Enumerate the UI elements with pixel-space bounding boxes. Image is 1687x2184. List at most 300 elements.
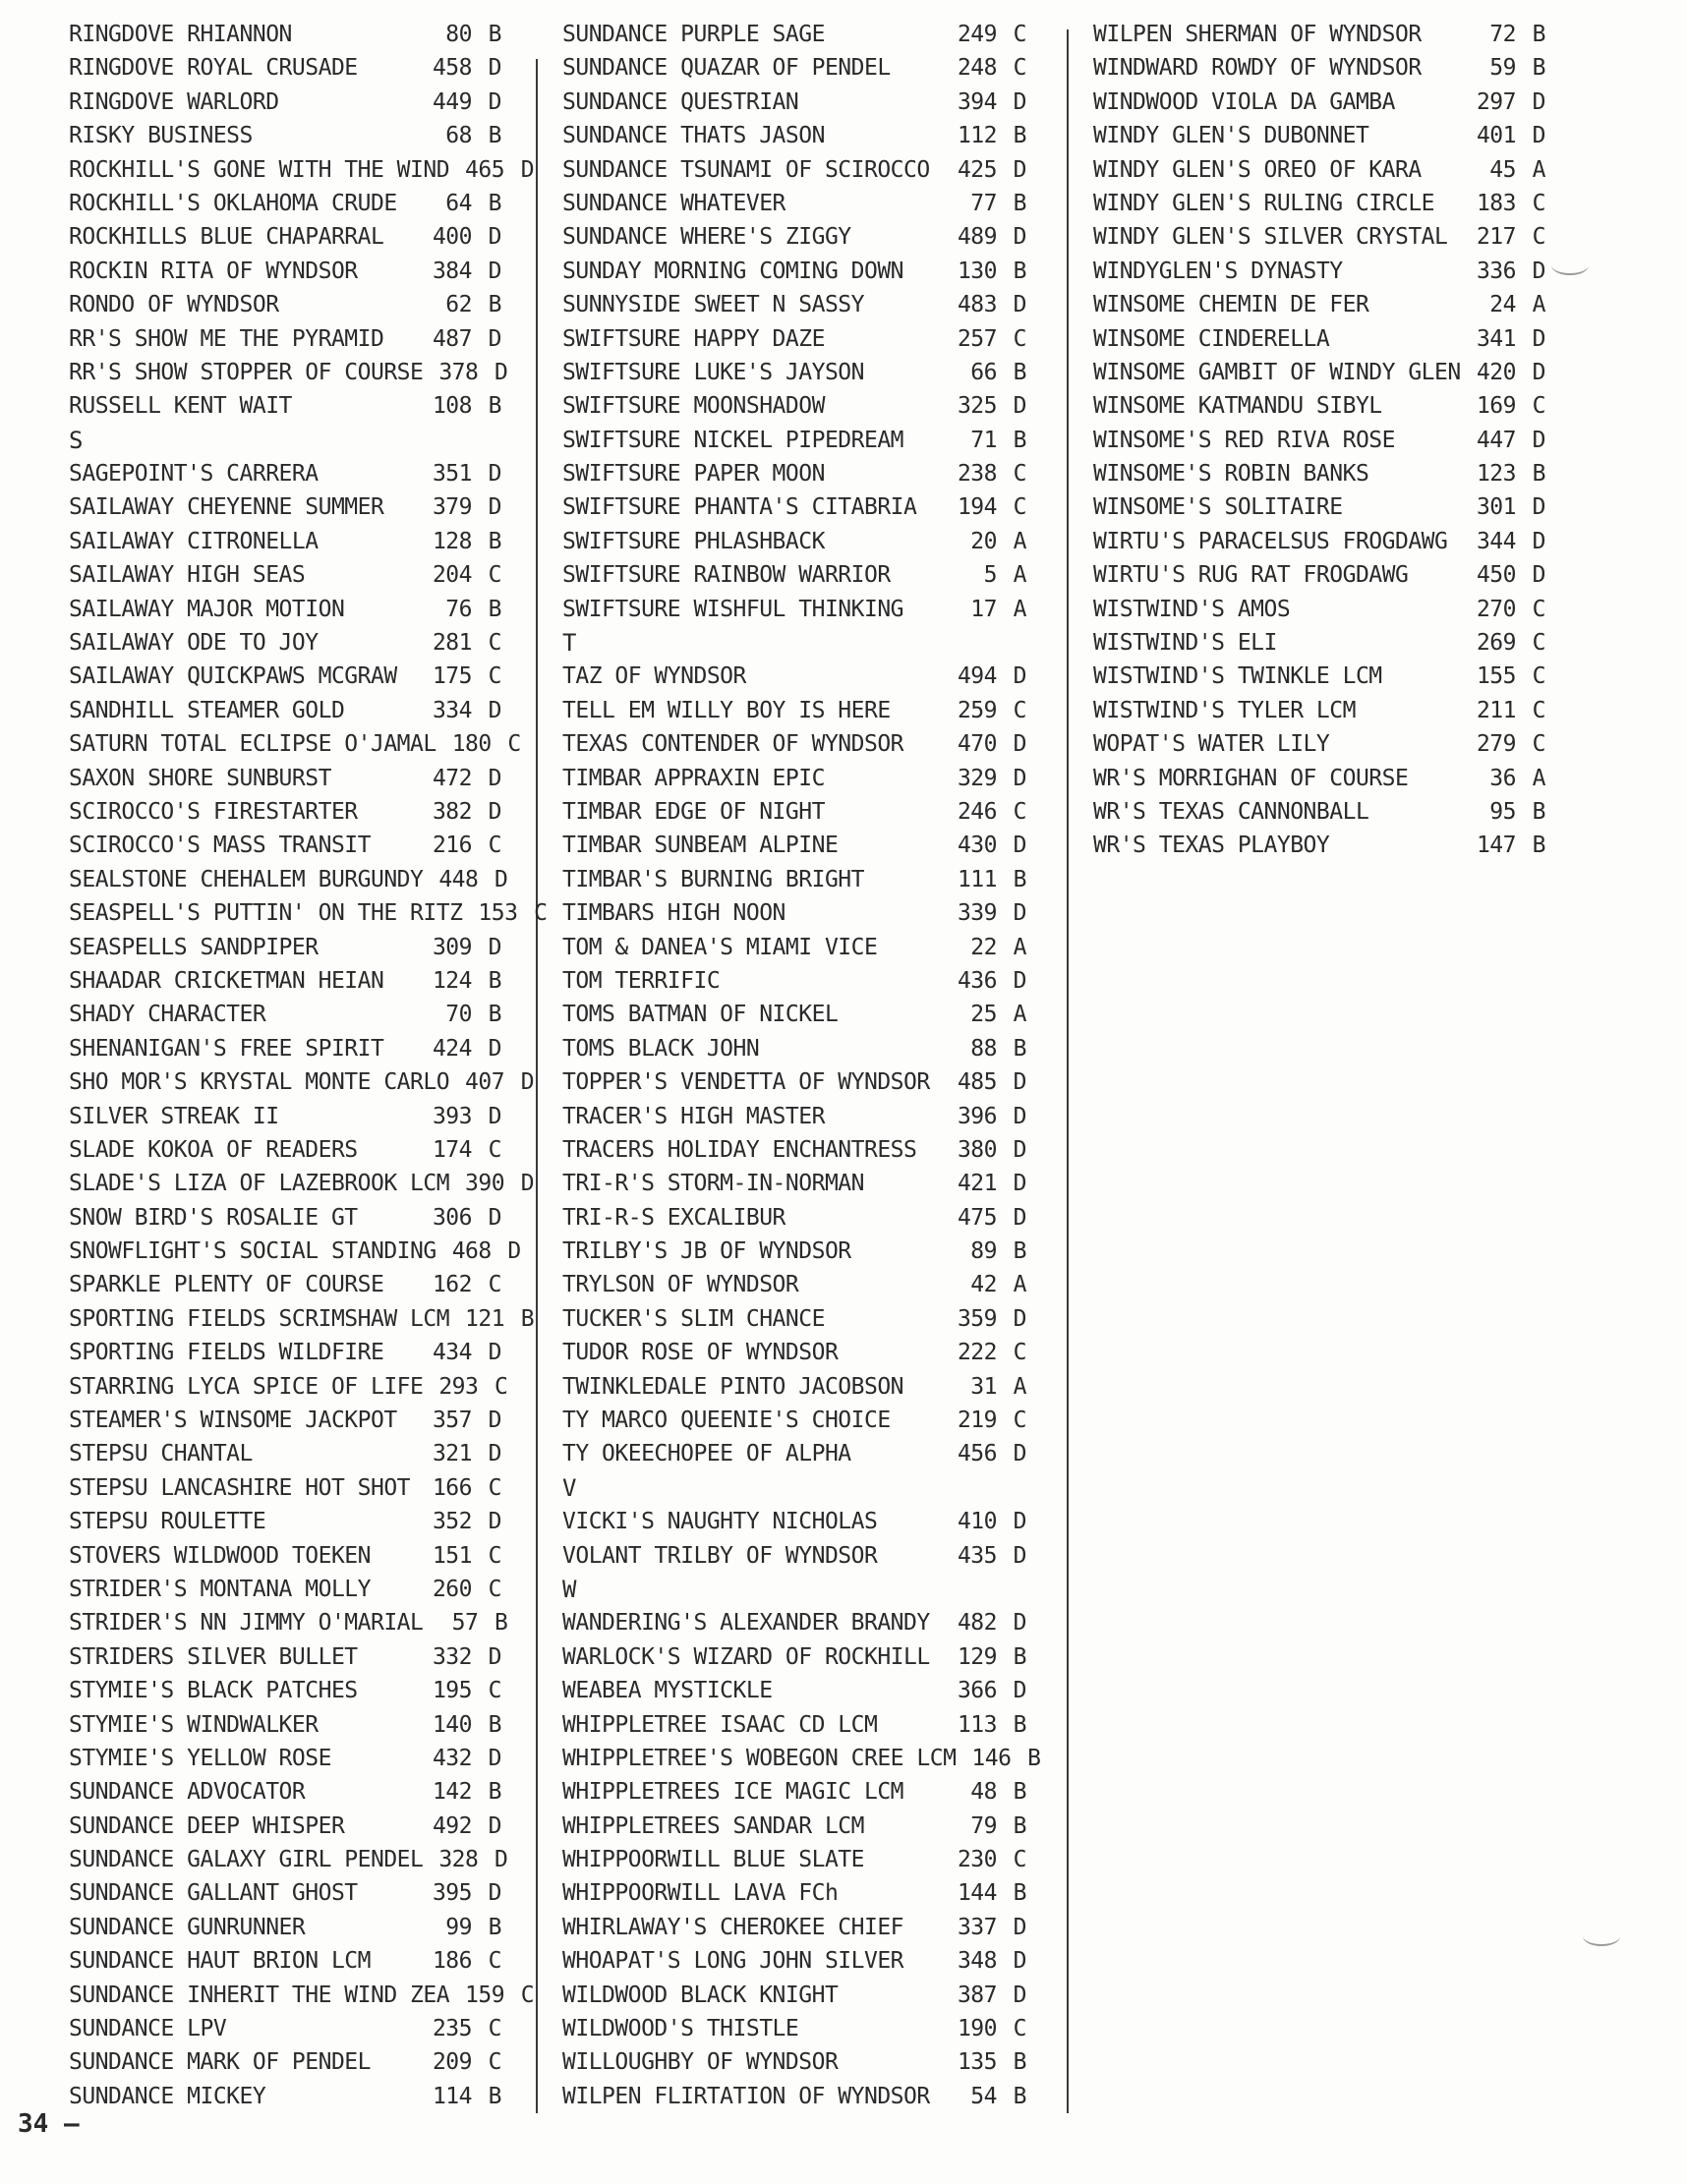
entry-name: WR'S TEXAS PLAYBOY — [1093, 833, 1330, 859]
list-item — [562, 964, 1026, 998]
list-item — [1093, 288, 1545, 321]
list-item — [69, 1944, 501, 1978]
entry-name: SEASPELLS SANDPIPER — [69, 934, 319, 960]
entry-grade: B — [1013, 1812, 1026, 1839]
entry-grade: D — [1013, 967, 1026, 994]
list-item — [69, 1471, 501, 1505]
entry-name: ROCKHILL'S GONE WITH THE WIND — [69, 156, 450, 183]
entry-number: 301 — [1476, 494, 1516, 521]
entry-number: 341 — [1476, 325, 1516, 352]
entry-name: RR'S SHOW STOPPER OF COURSE — [69, 359, 424, 385]
entry-number: 337 — [957, 1914, 997, 1940]
list-item — [69, 1404, 501, 1437]
list-item — [69, 389, 501, 423]
list-item — [562, 1876, 1026, 1910]
entry-name: TOMS BATMAN OF NICKEL — [562, 1002, 839, 1028]
list-item — [562, 322, 1026, 356]
entry-number: 113 — [957, 1711, 997, 1738]
entry-number: 217 — [1476, 224, 1516, 251]
entry-name: WINSOME GAMBIT OF WINDY GLEN — [1093, 359, 1461, 385]
entry-grade: A — [1532, 292, 1545, 318]
entry-name: SWIFTSURE PHLASHBACK — [562, 528, 825, 554]
entry-grade: C — [1013, 798, 1026, 825]
entry-grade: B — [520, 1305, 535, 1332]
list-item — [562, 389, 1026, 423]
entry-grade: D — [488, 88, 501, 115]
entry-grade: C — [1532, 393, 1545, 420]
entry-grade: D — [488, 1340, 501, 1366]
entry-grade: D — [1013, 1948, 1026, 1975]
list-item — [562, 1674, 1026, 1707]
list-item — [69, 1606, 508, 1639]
list-item — [69, 1235, 521, 1268]
list-item — [69, 153, 535, 187]
list-item — [69, 1268, 501, 1301]
entry-number: 394 — [957, 88, 997, 115]
entry-number: 249 — [957, 22, 997, 47]
entry-name: RINGDOVE WARLORD — [69, 88, 279, 115]
entry-name: ROCKHILLS BLUE CHAPARRAL — [69, 224, 384, 251]
entry-number: 395 — [432, 1880, 472, 1907]
entry-grade: D — [1013, 393, 1026, 420]
entry-grade: B — [1532, 22, 1545, 47]
entry-grade: A — [1013, 528, 1026, 554]
entry-grade: D — [488, 697, 501, 723]
entry-number: 144 — [957, 1880, 997, 1907]
entry-number: 79 — [970, 1812, 997, 1839]
entry-grade: A — [1013, 1272, 1026, 1298]
list-item — [69, 2012, 501, 2045]
entry-name: SUNDANCE TSUNAMI OF SCIROCCO — [562, 156, 930, 183]
entry-number: 458 — [432, 55, 472, 82]
entry-name: WINDY GLEN'S SILVER CRYSTAL — [1093, 224, 1448, 251]
entry-name: ROCKIN RITA OF WYNDSOR — [69, 258, 358, 284]
list-item — [1093, 220, 1545, 254]
entry-grade: C — [1013, 55, 1026, 82]
entry-number: 482 — [957, 1610, 997, 1637]
entry-name: RONDO OF WYNDSOR — [69, 292, 279, 318]
entry-number: 59 — [1489, 55, 1516, 82]
entry-number: 112 — [957, 123, 997, 149]
entry-number: 352 — [432, 1509, 472, 1535]
entry-name: RR'S SHOW ME THE PYRAMID — [69, 325, 384, 352]
entry-grade: D — [1013, 1305, 1026, 1332]
entry-number: 22 — [970, 934, 997, 960]
entry-name: SPORTING FIELDS SCRIMSHAW LCM — [69, 1305, 450, 1332]
section-letter-header: T — [562, 629, 576, 658]
entry-number: 209 — [432, 2049, 472, 2076]
entry-grade: B — [1013, 190, 1026, 216]
entry-number: 468 — [451, 1238, 492, 1265]
entry-number: 155 — [1476, 663, 1516, 690]
entry-grade: B — [488, 1914, 501, 1940]
entry-name: STEAMER'S WINSOME JACKPOT — [69, 1408, 397, 1434]
entry-number: 121 — [465, 1305, 505, 1332]
list-item — [69, 1742, 501, 1775]
entry-number: 204 — [432, 562, 472, 589]
list-item — [562, 457, 1026, 490]
list-item — [1093, 187, 1545, 220]
list-item — [562, 490, 1026, 524]
entry-number: 279 — [1476, 731, 1516, 758]
entry-number: 424 — [432, 1035, 472, 1062]
entry-number: 306 — [432, 1204, 472, 1231]
entry-number: 166 — [432, 1474, 472, 1501]
list-item — [69, 762, 501, 795]
page-number: 34 – — [18, 2109, 80, 2139]
listing-column-1 — [69, 18, 548, 2113]
list-item — [69, 998, 501, 1031]
list-item — [562, 1336, 1026, 1369]
list-item — [562, 896, 1026, 930]
entry-grade: B — [488, 393, 501, 420]
entry-name: SUNDANCE MARK OF PENDEL — [69, 2049, 371, 2076]
list-item — [69, 1708, 501, 1742]
entry-grade: D — [520, 1171, 535, 1197]
entry-name: WILLOUGHBY OF WYNDSOR — [562, 2049, 839, 2076]
entry-name: SUNDAY MORNING COMING DOWN — [562, 258, 904, 284]
entry-grade: A — [1532, 156, 1545, 183]
entry-number: 169 — [1476, 393, 1516, 420]
entry-number: 487 — [432, 325, 472, 352]
entry-number: 393 — [432, 1103, 472, 1129]
entry-number: 135 — [957, 2049, 997, 2076]
entry-grade: D — [488, 798, 501, 825]
entry-grade: C — [488, 663, 501, 690]
entry-number: 151 — [432, 1542, 472, 1569]
entry-grade: C — [1532, 731, 1545, 758]
entry-grade: B — [1013, 258, 1026, 284]
entry-name: WINDWOOD VIOLA DA GAMBA — [1093, 88, 1395, 115]
entry-number: 146 — [971, 1745, 1012, 1771]
entry-grade: C — [494, 1373, 508, 1400]
entry-grade: B — [488, 2083, 501, 2109]
entry-grade: B — [488, 1779, 501, 1806]
entry-grade: B — [1532, 798, 1545, 825]
list-item — [1093, 424, 1545, 457]
entry-name: SWIFTSURE NICKEL PIPEDREAM — [562, 427, 904, 453]
entry-grade: B — [1013, 1035, 1026, 1062]
list-item — [562, 220, 1026, 254]
entry-grade: D — [520, 156, 535, 183]
entry-grade: C — [1013, 22, 1026, 47]
entry-number: 450 — [1476, 562, 1516, 589]
entry-grade: D — [1013, 663, 1026, 690]
entry-number: 297 — [1476, 88, 1516, 115]
entry-grade: B — [1013, 1643, 1026, 1670]
entry-number: 80 — [445, 22, 472, 47]
entry-grade: C — [488, 1576, 501, 1602]
entry-grade: C — [1532, 224, 1545, 251]
entry-number: 124 — [432, 967, 472, 994]
list-item — [562, 86, 1026, 119]
list-item — [69, 1640, 501, 1674]
entry-grade: D — [488, 325, 501, 352]
list-item — [562, 1640, 1026, 1674]
list-item — [562, 1201, 1026, 1235]
entry-number: 72 — [1489, 22, 1516, 47]
list-item — [69, 1336, 501, 1369]
list-item — [69, 1843, 508, 1876]
listing-column-2 — [562, 18, 1041, 2113]
entry-name: RISKY BUSINESS — [69, 123, 253, 149]
entry-grade: B — [1013, 866, 1026, 892]
entry-name: SUNDANCE MICKEY — [69, 2083, 266, 2109]
list-item — [69, 694, 501, 727]
entry-name: WISTWIND'S ELI — [1093, 630, 1277, 657]
entry-name: WINSOME'S SOLITAIRE — [1093, 494, 1343, 521]
list-item — [69, 964, 501, 998]
entry-grade: D — [1013, 1610, 1026, 1637]
entry-name: WILDWOOD'S THISTLE — [562, 2016, 799, 2042]
entry-number: 465 — [465, 156, 505, 183]
entry-name: STRIDER'S MONTANA MOLLY — [69, 1576, 371, 1602]
entry-name: SAILAWAY CHEYENNE SUMMER — [69, 494, 384, 521]
entry-number: 66 — [970, 359, 997, 385]
entry-number: 339 — [957, 900, 997, 927]
list-item — [562, 2012, 1026, 2045]
entry-name: TOMS BLACK JOHN — [562, 1035, 760, 1062]
list-item — [69, 1505, 501, 1538]
entry-grade: C — [520, 1982, 535, 2008]
list-item — [1093, 457, 1545, 490]
entry-name: TRILBY'S JB OF WYNDSOR — [562, 1238, 851, 1265]
entry-name: WOPAT'S WATER LILY — [1093, 731, 1330, 758]
list-item — [69, 558, 501, 592]
entry-grade: D — [488, 1812, 501, 1839]
list-item — [562, 727, 1026, 761]
entry-name: WINDY GLEN'S OREO OF KARA — [1093, 156, 1422, 183]
list-item — [69, 1133, 501, 1167]
list-item — [69, 187, 501, 220]
entry-name: SAILAWAY HIGH SEAS — [69, 562, 306, 589]
list-item — [69, 1370, 508, 1404]
entry-name: VOLANT TRILBY OF WYNDSOR — [562, 1542, 878, 1569]
entry-number: 62 — [445, 292, 472, 318]
entry-grade: D — [488, 1103, 501, 1129]
entry-name: VICKI'S NAUGHTY NICHOLAS — [562, 1509, 878, 1535]
entry-grade: A — [1013, 596, 1026, 622]
entry-name: TUDOR ROSE OF WYNDSOR — [562, 1340, 839, 1366]
entry-name: SUNDANCE GALLANT GHOST — [69, 1880, 358, 1907]
entry-name: TRI-R-S EXCALIBUR — [562, 1204, 785, 1231]
list-item — [562, 829, 1026, 862]
entry-number: 485 — [957, 1069, 997, 1096]
entry-name: WILPEN SHERMAN OF WYNDSOR — [1093, 22, 1422, 47]
entry-grade: C — [1013, 1408, 1026, 1434]
entry-grade: D — [1532, 528, 1545, 554]
list-item — [69, 51, 501, 85]
entry-grade: A — [1013, 1002, 1026, 1028]
entry-number: 387 — [957, 1982, 997, 2008]
entry-number: 410 — [957, 1509, 997, 1535]
list-item — [69, 931, 501, 964]
list-item — [1093, 356, 1545, 389]
entry-grade: C — [488, 1474, 501, 1501]
entry-name: WIRTU'S RUG RAT FROGDAWG — [1093, 562, 1409, 589]
list-item — [1093, 762, 1545, 795]
entry-number: 379 — [432, 494, 472, 521]
entry-name: SHAADAR CRICKETMAN HEIAN — [69, 967, 384, 994]
entry-number: 54 — [970, 2083, 997, 2109]
entry-grade: D — [1013, 292, 1026, 318]
entry-name: WINDYGLEN'S DYNASTY — [1093, 258, 1343, 284]
entry-grade: D — [1013, 765, 1026, 791]
entry-grade: B — [488, 190, 501, 216]
entry-grade: D — [494, 359, 508, 385]
entry-name: WILDWOOD BLACK KNIGHT — [562, 1982, 839, 2008]
entry-number: 492 — [432, 1812, 472, 1839]
entry-grade: B — [488, 292, 501, 318]
list-item — [562, 1708, 1026, 1742]
entry-name: SAILAWAY MAJOR MOTION — [69, 596, 345, 622]
list-item — [562, 18, 1026, 51]
list-item — [562, 1268, 1026, 1301]
entry-grade: D — [488, 224, 501, 251]
entry-name: RINGDOVE RHIANNON — [69, 22, 292, 47]
list-item — [1093, 525, 1545, 558]
entry-name: SUNDANCE QUAZAR OF PENDEL — [562, 55, 891, 82]
list-item — [562, 255, 1026, 288]
list-item — [69, 1032, 501, 1065]
list-item — [562, 593, 1026, 626]
entry-name: SUNDANCE GALAXY GIRL PENDEL — [69, 1847, 424, 1873]
entry-grade: B — [1027, 1745, 1041, 1771]
entry-name: WINSOME CINDERELLA — [1093, 325, 1330, 352]
entry-number: 494 — [957, 663, 997, 690]
list-item — [69, 490, 501, 524]
entry-grade: D — [494, 1847, 508, 1873]
entry-name: TRI-R'S STORM-IN-NORMAN — [562, 1171, 864, 1197]
entry-name: SUNDANCE HAUT BRION LCM — [69, 1948, 371, 1975]
entry-grade: B — [488, 1711, 501, 1738]
entry-name: WINDY GLEN'S DUBONNET — [1093, 123, 1369, 149]
list-item — [69, 18, 501, 51]
entry-number: 448 — [438, 866, 479, 892]
entry-number: 396 — [957, 1103, 997, 1129]
list-item — [69, 525, 501, 558]
entry-grade: D — [488, 1509, 501, 1535]
entry-name: TWINKLEDALE PINTO JACOBSON — [562, 1373, 904, 1400]
list-item — [562, 153, 1026, 187]
entry-number: 382 — [432, 798, 472, 825]
entry-number: 153 — [478, 900, 518, 927]
entry-number: 348 — [957, 1948, 997, 1975]
section-letter-header: W — [562, 1575, 576, 1603]
entry-number: 246 — [957, 798, 997, 825]
list-item — [562, 1437, 1026, 1470]
entry-number: 180 — [451, 731, 492, 758]
entry-grade: D — [1013, 224, 1026, 251]
entry-grade: C — [507, 731, 521, 758]
entry-grade: D — [1532, 258, 1545, 284]
entry-name: WR'S MORRIGHAN OF COURSE — [1093, 765, 1409, 791]
entry-name: TY MARCO QUEENIE'S CHOICE — [562, 1408, 891, 1434]
list-item — [562, 1100, 1026, 1133]
entry-name: STARRING LYCA SPICE OF LIFE — [69, 1373, 424, 1400]
entry-name: WEABEA MYSTICKLE — [562, 1678, 773, 1704]
entry-name: SPARKLE PLENTY OF COURSE — [69, 1272, 384, 1298]
entry-number: 123 — [1476, 461, 1516, 488]
listing-column-3 — [1093, 18, 1545, 863]
entry-number: 449 — [432, 88, 472, 115]
binder-hole-mark — [1551, 256, 1589, 275]
entry-number: 332 — [432, 1643, 472, 1670]
entry-name: SAILAWAY QUICKPAWS MCGRAW — [69, 663, 397, 690]
entry-name: SLADE KOKOA OF READERS — [69, 1136, 358, 1163]
list-item — [69, 1674, 501, 1707]
entry-name: WHOAPAT'S LONG JOHN SILVER — [562, 1948, 904, 1975]
entry-number: 430 — [957, 833, 997, 859]
entry-number: 366 — [957, 1678, 997, 1704]
list-item — [69, 220, 501, 254]
list-item — [562, 187, 1026, 220]
entry-grade: C — [488, 630, 501, 657]
entry-grade: C — [1013, 461, 1026, 488]
entry-name: STEPSU LANCASHIRE HOT SHOT — [69, 1474, 411, 1501]
list-item — [1093, 593, 1545, 626]
entry-grade: B — [1013, 359, 1026, 385]
entry-number: 359 — [957, 1305, 997, 1332]
entry-name: TRACER'S HIGH MASTER — [562, 1103, 825, 1129]
entry-grade: D — [1013, 156, 1026, 183]
entry-number: 334 — [432, 697, 472, 723]
entry-grade: D — [1532, 88, 1545, 115]
list-item — [562, 2045, 1026, 2079]
entry-name: TOM & DANEA'S MIAMI VICE — [562, 934, 878, 960]
list-item — [562, 1505, 1026, 1538]
entry-name: TUCKER'S SLIM CHANCE — [562, 1305, 825, 1332]
entry-name: WHIPPLETREE ISAAC CD LCM — [562, 1711, 878, 1738]
list-item — [1093, 490, 1545, 524]
entry-grade: D — [488, 55, 501, 82]
entry-number: 456 — [957, 1441, 997, 1467]
entry-grade: D — [488, 1880, 501, 1907]
entry-grade: D — [1013, 88, 1026, 115]
list-item — [1093, 558, 1545, 592]
entry-number: 31 — [970, 1373, 997, 1400]
list-item — [562, 1167, 1026, 1200]
entry-name: SEASPELL'S PUTTIN' ON THE RITZ — [69, 900, 463, 927]
entry-grade: C — [534, 900, 548, 927]
list-item — [562, 558, 1026, 592]
entry-name: TIMBAR EDGE OF NIGHT — [562, 798, 825, 825]
entry-name: SPORTING FIELDS WILDFIRE — [69, 1340, 384, 1366]
entry-grade: D — [1532, 427, 1545, 453]
entry-grade: C — [1532, 596, 1545, 622]
entry-name: ROCKHILL'S OKLAHOMA CRUDE — [69, 190, 397, 216]
entry-number: 130 — [957, 258, 997, 284]
list-item — [69, 829, 501, 862]
entry-number: 472 — [432, 765, 472, 791]
list-item — [1093, 18, 1545, 51]
entry-number: 344 — [1476, 528, 1516, 554]
entry-number: 5 — [983, 562, 997, 589]
list-item — [69, 1911, 501, 1944]
entry-name: SAILAWAY ODE TO JOY — [69, 630, 319, 657]
entry-grade: D — [1013, 900, 1026, 927]
entry-number: 89 — [970, 1238, 997, 1265]
entry-number: 70 — [445, 1002, 472, 1028]
entry-grade: B — [1013, 1238, 1026, 1265]
entry-number: 68 — [445, 123, 472, 149]
entry-number: 421 — [957, 1171, 997, 1197]
entry-grade: D — [1013, 1171, 1026, 1197]
entry-name: SNOWFLIGHT'S SOCIAL STANDING — [69, 1238, 436, 1265]
entry-name: SWIFTSURE PAPER MOON — [562, 461, 825, 488]
entry-name: WISTWIND'S TWINKLE LCM — [1093, 663, 1382, 690]
entry-grade: A — [1013, 1373, 1026, 1400]
